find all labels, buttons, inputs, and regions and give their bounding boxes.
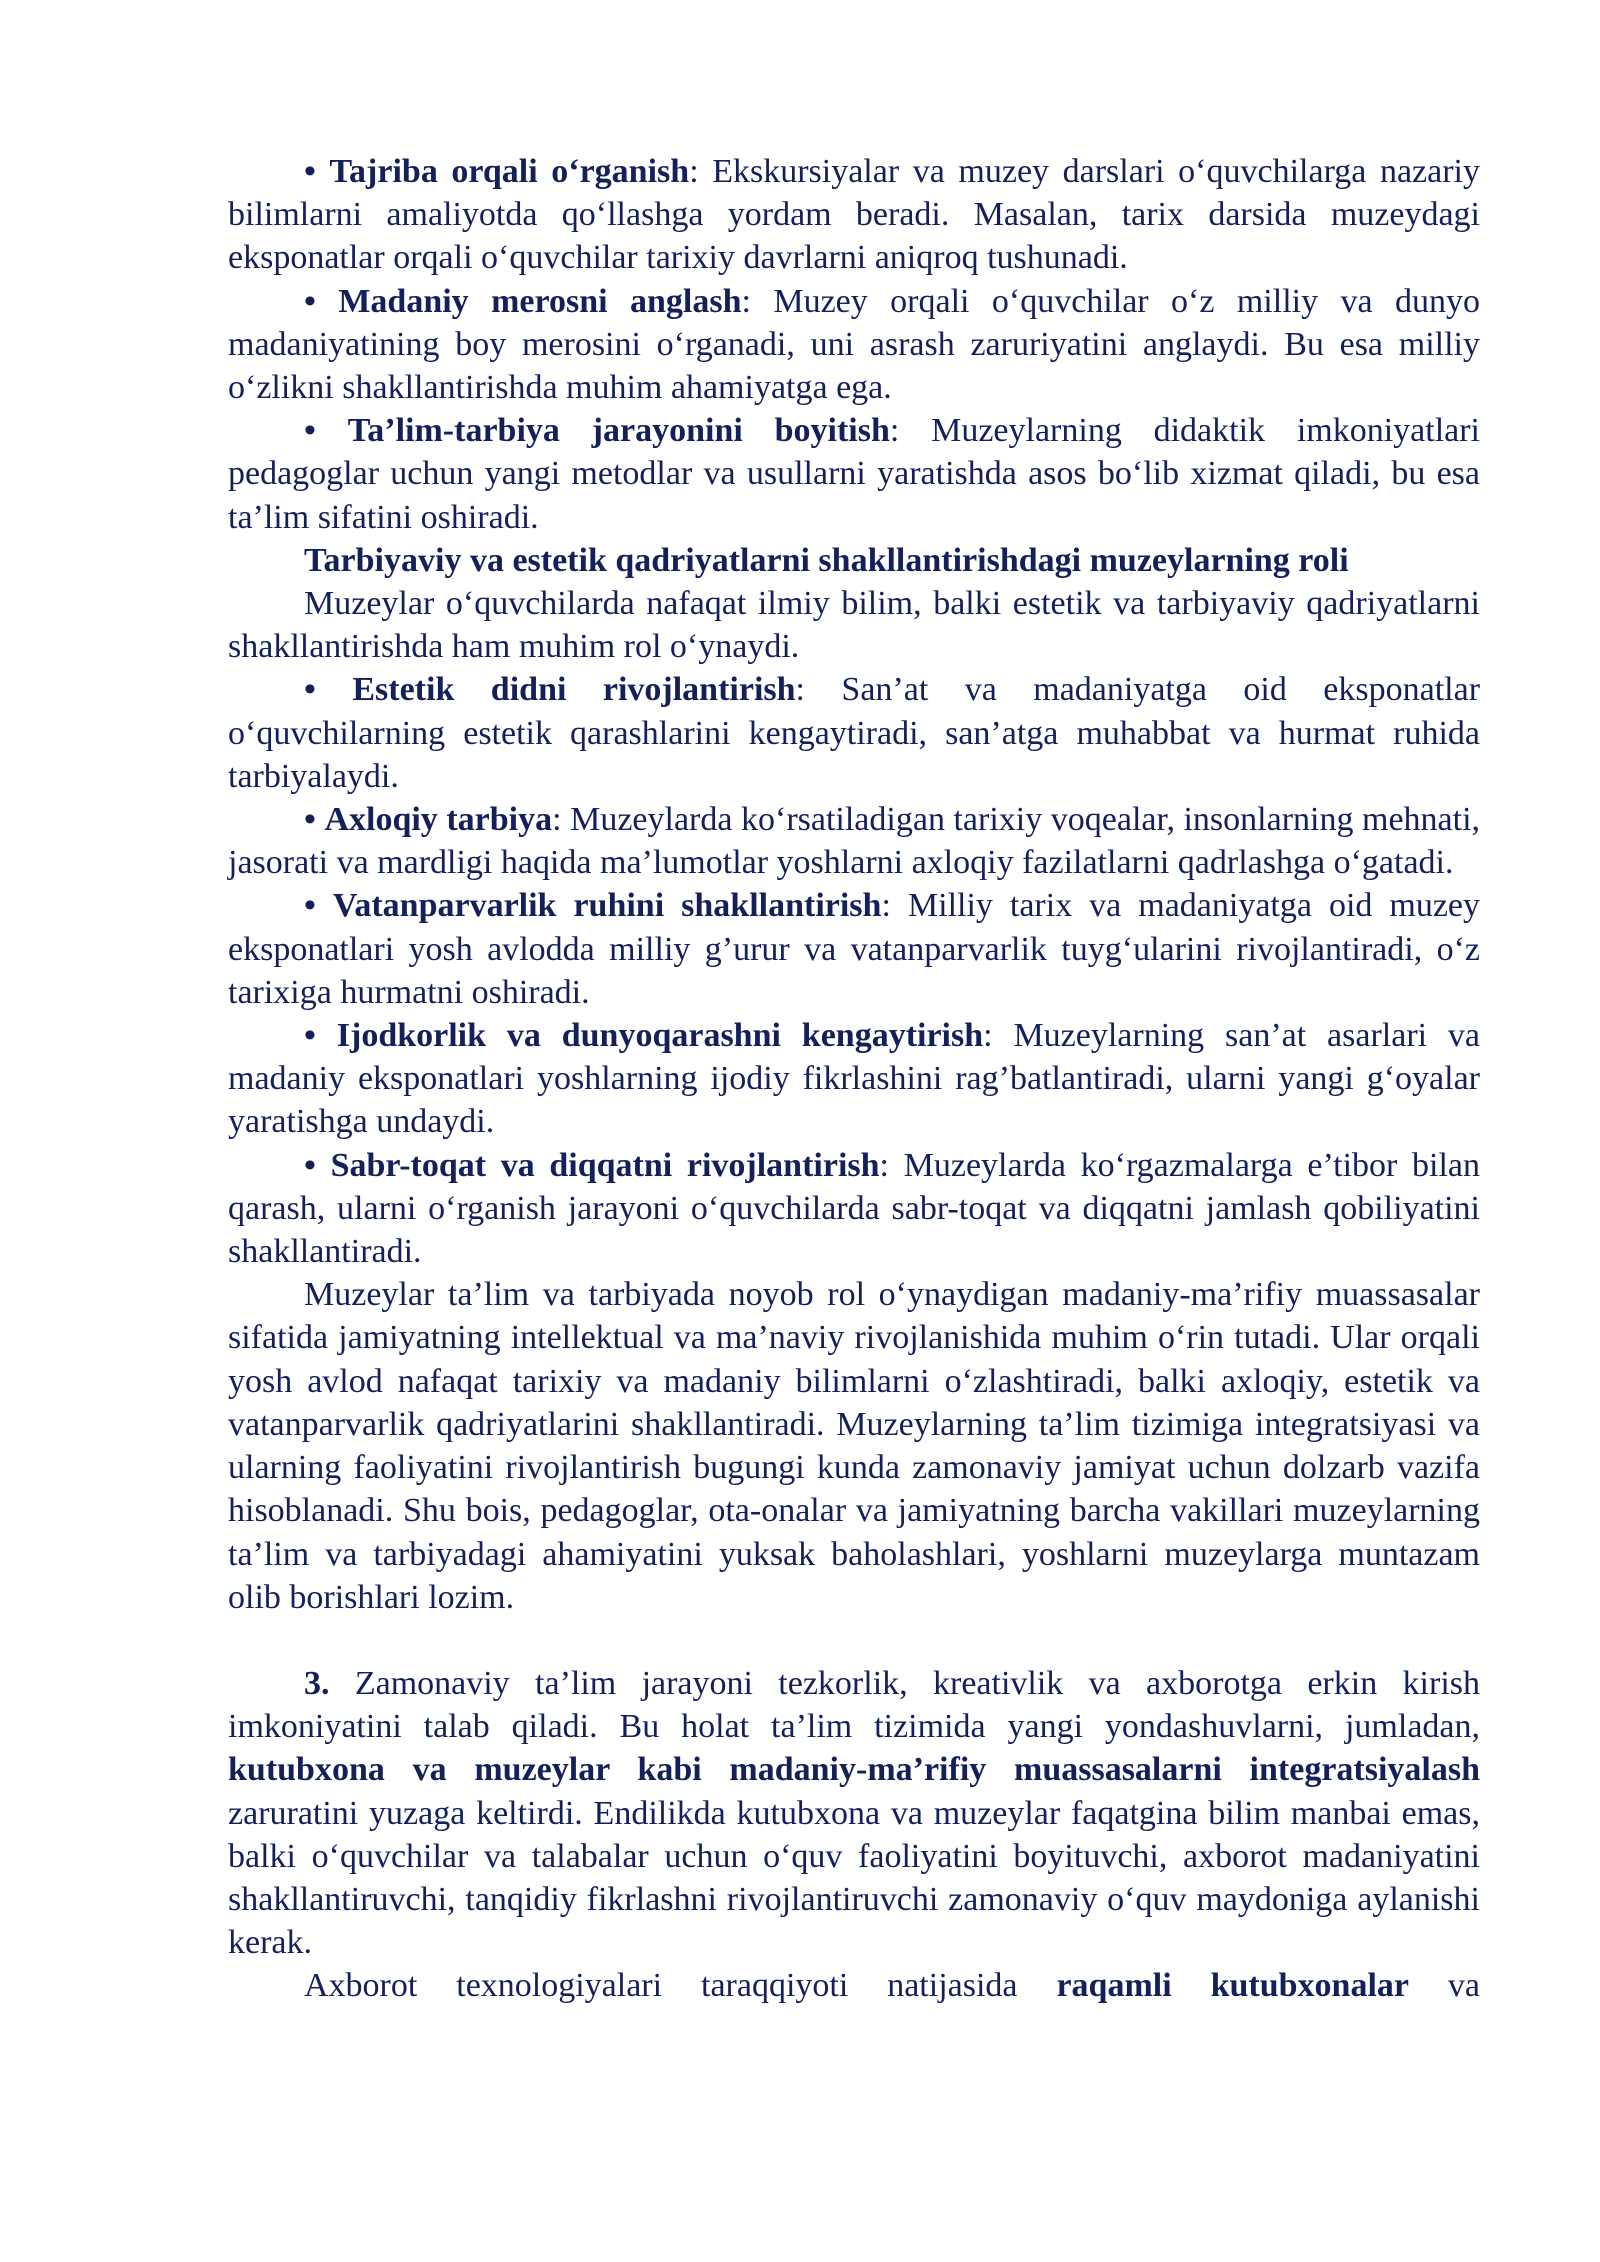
bullet-term: Tajriba orqali o‘rganish [329,153,690,190]
bullet-text: : Muzey orqali o‘quvchilar o‘z milliy va dunyo madaniyatining boy merosini o‘rganadi, uni asrash zaruriyatini anglaydi. Bu esa milliy o‘zlikni shakllantirishda muhim ahamiyatga ega. [228,282,1481,407]
section-3-bold-1: kutubxona va muzeylar kabi madaniy-ma’rifiy muassasalarni integratsiyalash [228,1751,1480,1789]
bullet-icon: • [304,412,316,450]
bullet-paragraph [228,1144,1480,1274]
bullet-term: Axloqiy tarbiya [324,801,553,839]
bullet-term: Sabr-toqat va diqqatni rivojlantirish [330,1146,880,1184]
bullet-paragraph [228,798,1480,884]
bullet-paragraph [228,1014,1480,1144]
section-3-bold-2: raqamli kutubxonalar [1056,1967,1409,2005]
bullet-text: : Muzeylarning san’at asarlari va madaniy eksponatlari yoshlarning ijodiy fikrlashini rag’batlantiradi, ularni yangi g‘oyalar yaratishga undaydi. [228,1017,1481,1141]
bullet-paragraph [228,668,1480,798]
section-3-paragraph [228,1662,1480,1964]
section-3-text-1: Zamonaviy ta’lim jarayoni tezkorlik, kreativlik va axborotga erkin kirish imkoniyatini talab qiladi. Bu holat ta’lim tizimida yangi yondashuvlarni, jumladan, [228,1664,1480,1746]
section-3-paragraph-2 [228,1964,1480,2007]
bullet-term: Madaniy merosni anglash [338,282,742,320]
bullet-text: : Muzeylarda ko‘rgazmalarga e’tibor bilan qarash, ularni o‘rganish jarayoni o‘quvchilarda sabr-toqat va diqqatni jamlash qobiliyatini shakllantiradi. [228,1146,1480,1271]
section-intro: Muzeylar o‘quvchilarda nafaqat ilmiy bilim, balki estetik va tarbiyaviy qadriyatlarni shakllantirishda ham muhim rol o‘ynaydi. [228,585,1480,666]
bullet-icon: • [304,153,316,190]
bullet-icon: • [304,282,316,320]
conclusion-paragraph: Muzeylar ta’lim va tarbiyada noyob rol o‘ynaydigan madaniy-ma’rifiy muassasalar sifatida jamiyatning intellektual va ma’naviy rivojlanishida muhim o‘rin tutadi. Ular orqali yosh avlod nafaqat tarixiy va madaniy bilimlarni o‘zlashtiradi, balki axloqiy, estetik va vatanparvarlik qadriyatlarini shakllantiradi. Muzeylarning ta’lim tizimiga integratsiyasi va ularning faoliyatini rivojlantirish bugungi kunda zamonaviy jamiyat uchun dolzarb vazifa hisoblanadi. Shu bois, pedagoglar, ota-onalar va jamiyatning barcha vakillari muzeylarning ta’lim va tarbiyadagi ahamiyatini yuksak baholashlari, yoshlarni muzeylarga muntazam olib borishlari lozim. [228,1276,1480,1616]
bullet-icon: • [304,887,316,925]
section-3-text-3: Axborot texnologiyalari taraqqiyoti natijasida [304,1967,1057,2005]
bullet-text: : Muzeylarda ko‘rsatiladigan tarixiy voqealar, insonlarning mehnati, jasorati va mardligi haqida ma’lumotlar yoshlarni axloqiy fazilatlarni qadrlashga o‘gatadi. [228,801,1481,882]
bullet-icon: • [304,1146,316,1184]
bullet-text: : Milliy tarix va madaniyatga oid muzey eksponatlari yosh avlodda milliy g’urur va vatanparvarlik tuyg‘ularini rivojlantiradi, o‘z tarixiga hurmatni oshiradi. [228,887,1481,1011]
bullet-text: : Muzeylarning didaktik imkoniyatlari pedagoglar uchun yangi metodlar va usullarni yaratishda asos bo‘lib xizmat qiladi, bu esa ta’lim sifatini oshiradi. [228,412,1481,536]
bullet-icon: • [304,801,316,839]
bullet-paragraph [228,884,1480,1014]
bullet-paragraph [228,409,1480,539]
document-page [228,150,1480,2008]
bullet-term: Estetik didni rivojlantirish [352,671,796,709]
section-3-text-2: zaruratini yuzaga keltirdi. Endilikda kutubxona va muzeylar faqatgina bilim manbai emas, balki o‘quvchilar va talabalar uchun o‘quv faoliyatini boyituvchi, axborot madaniyatini shakllantiruvchi, tanqidiy fikrlashni rivojlantiruvchi zamonaviy o‘quv maydoniga aylanishi kerak. [228,1794,1480,1962]
bullet-paragraph [228,150,1480,280]
bullet-icon: • [304,1017,316,1055]
section-number: 3. [304,1664,330,1702]
section-heading: Tarbiyaviy va estetik qadriyatlarni shakllantirishdagi muzeylarning roli [304,541,1349,579]
bullet-text: : San’at va madaniyatga oid eksponatlar o‘quvchilarning estetik qarashlarini kengaytiradi, san’atga muhabbat va hurmat ruhida tarbiyalaydi. [228,671,1481,795]
bullet-term: Ijodkorlik va dunyoqarashni kengaytirish [336,1017,984,1055]
bullet-term: Vatanparvarlik ruhini shakllantirish [332,887,882,925]
bullet-paragraph [228,280,1480,410]
section-3-text-4: va [1408,1967,1480,2005]
paragraph-spacer [228,1619,1480,1662]
bullet-text: : Ekskursiyalar va muzey darslari o‘quvchilarga nazariy bilimlarni amaliyotda qo‘llashga yordam beradi. Masalan, tarix darsida muzeydagi eksponatlar orqali o‘quvchilar tarixiy davrlarni aniqroq tushunadi. [228,153,1480,277]
bullet-icon: • [304,671,316,709]
bullet-term: Ta’lim-tarbiya jarayonini boyitish [347,412,890,450]
